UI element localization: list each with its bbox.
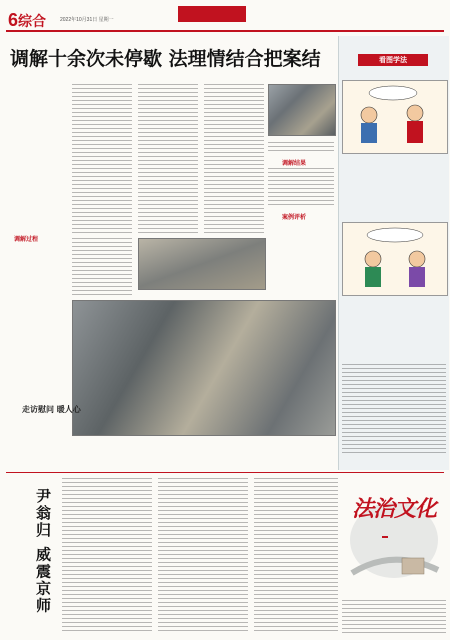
sidebar-a2 bbox=[342, 296, 446, 346]
photo-mediation-2 bbox=[138, 238, 266, 290]
photo-main-visit bbox=[72, 300, 336, 436]
cartoon-1 bbox=[342, 80, 448, 154]
photo-mediation-1 bbox=[268, 84, 336, 136]
culture-column-title: 尹翁归 威震京师 bbox=[34, 488, 52, 615]
date-line: 2022年10月31日 星期一 bbox=[60, 17, 114, 23]
page-number: 6综合 bbox=[8, 10, 47, 30]
page-header bbox=[0, 0, 450, 34]
article-lead bbox=[10, 117, 68, 229]
header-rule bbox=[6, 30, 444, 32]
culture-body-text bbox=[62, 478, 338, 634]
photo-main-caption: 走访慰问 暖人心 bbox=[22, 405, 81, 414]
sidebar-a3 bbox=[342, 364, 446, 454]
article-body-review bbox=[268, 222, 334, 296]
article-body-process bbox=[10, 245, 68, 395]
article-column-4 bbox=[204, 84, 264, 236]
culture-logo-sub bbox=[382, 536, 388, 538]
paper-logo bbox=[178, 6, 246, 22]
article-column-2b bbox=[72, 238, 132, 298]
sidebar-header: 看图学法 bbox=[358, 54, 428, 66]
article-column-3 bbox=[138, 84, 198, 236]
article-body-result-text bbox=[268, 168, 334, 208]
sidebar-a1 bbox=[342, 154, 446, 198]
article-column-2 bbox=[72, 84, 132, 236]
culture-logo bbox=[342, 478, 446, 598]
section-divider bbox=[6, 472, 444, 473]
culture-logo-text: 法治文化 bbox=[352, 496, 437, 522]
headline: 调解十余次未停歇 法理情结合把案结 bbox=[10, 48, 321, 70]
cartoon-2 bbox=[342, 222, 448, 296]
culture-body-4 bbox=[342, 600, 446, 634]
cartoon-2-art bbox=[343, 223, 447, 295]
cartoon-1-art bbox=[343, 81, 447, 153]
article-sub-result: 调解结果 bbox=[282, 160, 307, 167]
article-sub-review: 案例评析 bbox=[282, 214, 307, 221]
article-column-5a bbox=[268, 142, 334, 154]
article-sub-process: 调解过程 bbox=[14, 236, 39, 243]
page-section: 综合 bbox=[18, 13, 47, 29]
